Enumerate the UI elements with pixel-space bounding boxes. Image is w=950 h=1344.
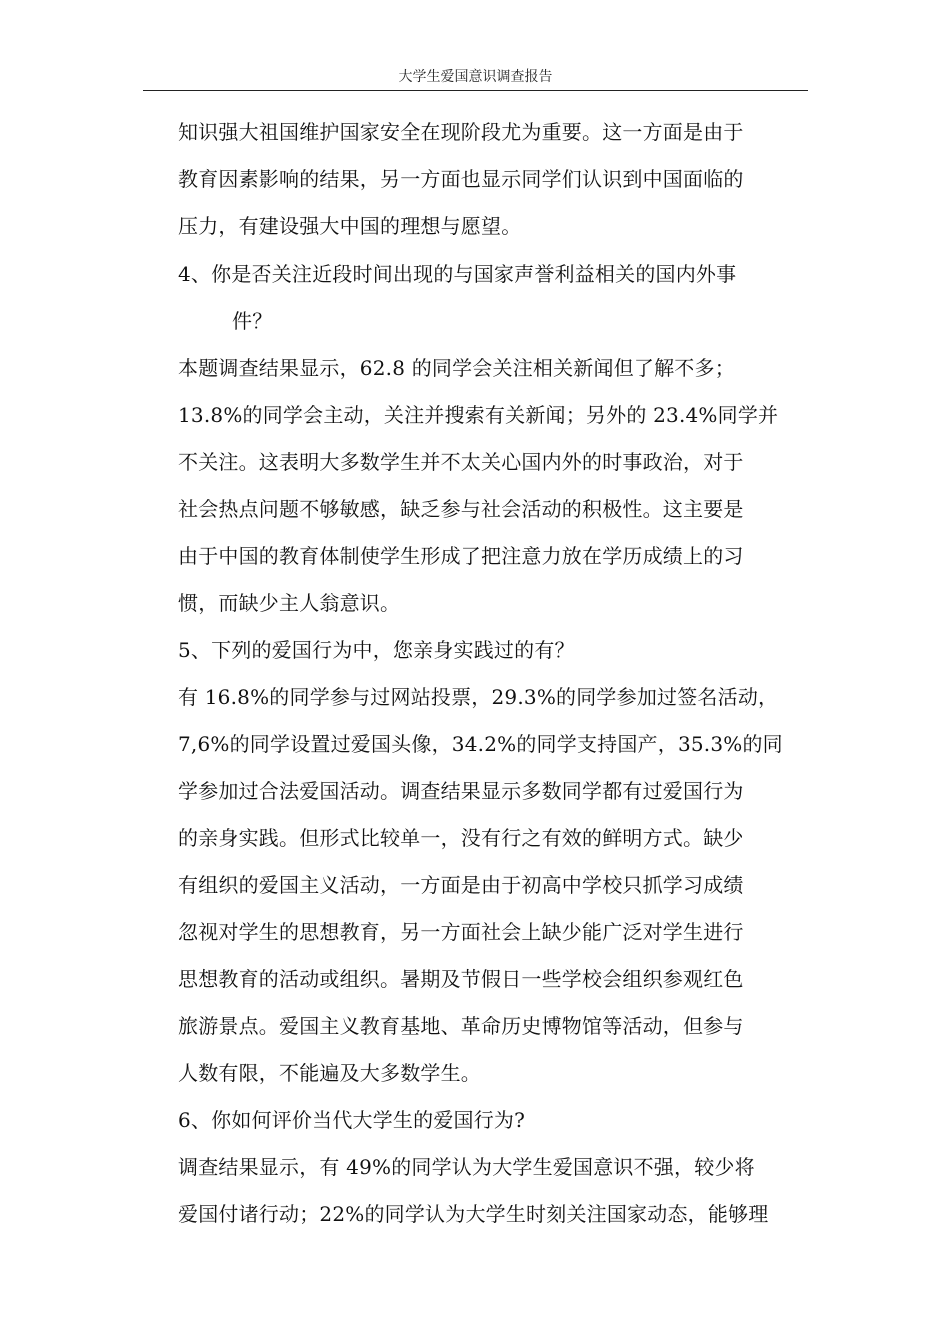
body-text-line: 知识强大祖国维护国家安全在现阶段尤为重要。这一方面是由于 — [178, 120, 744, 144]
body-text-line: 学参加过合法爱国活动。调查结果显示多数同学都有过爱国行为 — [178, 779, 744, 803]
body-text-line: 旅游景点。爱国主义教育基地、革命历史博物馆等活动，但参与 — [178, 1014, 744, 1038]
body-text-line: 爱国付诸行动；22%的同学认为大学生时刻关注国家动态，能够理 — [178, 1202, 769, 1226]
body-text-line: 人数有限，不能遍及大多数学生。 — [178, 1061, 481, 1085]
body-text-line: 7,6%的同学设置过爱国头像，34.2%的同学支持国产，35.3%的同 — [178, 732, 783, 756]
body-text-line: 13.8%的同学会主动，关注并搜索有关新闻；另外的 23.4%同学并 — [178, 403, 779, 427]
body-text-line: 惯，而缺少主人翁意识。 — [178, 591, 401, 615]
body-text-line: 教育因素影响的结果，另一方面也显示同学们认识到中国面临的 — [178, 167, 744, 191]
body-text-line: 有 16.8%的同学参与过网站投票，29.3%的同学参加过签名活动， — [178, 685, 779, 709]
question-4-heading: 4、你是否关注近段时间出现的与国家声誉利益相关的国内外事 — [178, 262, 737, 286]
body-text-line: 本题调查结果显示，62.8 的同学会关注相关新闻但了解不多； — [178, 356, 735, 380]
body-text-line: 有组织的爱国主义活动，一方面是由于初高中学校只抓学习成绩 — [178, 873, 744, 897]
body-text-line: 思想教育的活动或组织。暑期及节假日一些学校会组织参观红色 — [178, 967, 744, 991]
body-text-line: 的亲身实践。但形式比较单一，没有行之有效的鲜明方式。缺少 — [178, 826, 744, 850]
body-text-line: 压力，有建设强大中国的理想与愿望。 — [178, 214, 522, 238]
question-6-heading: 6、你如何评价当代大学生的爱国行为? — [178, 1108, 526, 1132]
body-text-line: 由于中国的教育体制使学生形成了把注意力放在学历成绩上的习 — [178, 544, 744, 568]
body-text-line: 社会热点问题不够敏感，缺乏参与社会活动的积极性。这主要是 — [178, 497, 744, 521]
body-text-line: 不关注。这表明大多数学生并不太关心国内外的时事政治，对于 — [178, 450, 744, 474]
body-text-line: 调查结果显示，有 49%的同学认为大学生爱国意识不强，较少将 — [178, 1155, 755, 1179]
body-text-line: 忽视对学生的思想教育，另一方面社会上缺少能广泛对学生进行 — [178, 920, 744, 944]
running-header: 大学生爱国意识调查报告 — [143, 64, 808, 91]
question-5-heading: 5、下列的爱国行为中，您亲身实践过的有？ — [178, 638, 575, 662]
question-4-heading-continued: 件？ — [232, 309, 273, 333]
